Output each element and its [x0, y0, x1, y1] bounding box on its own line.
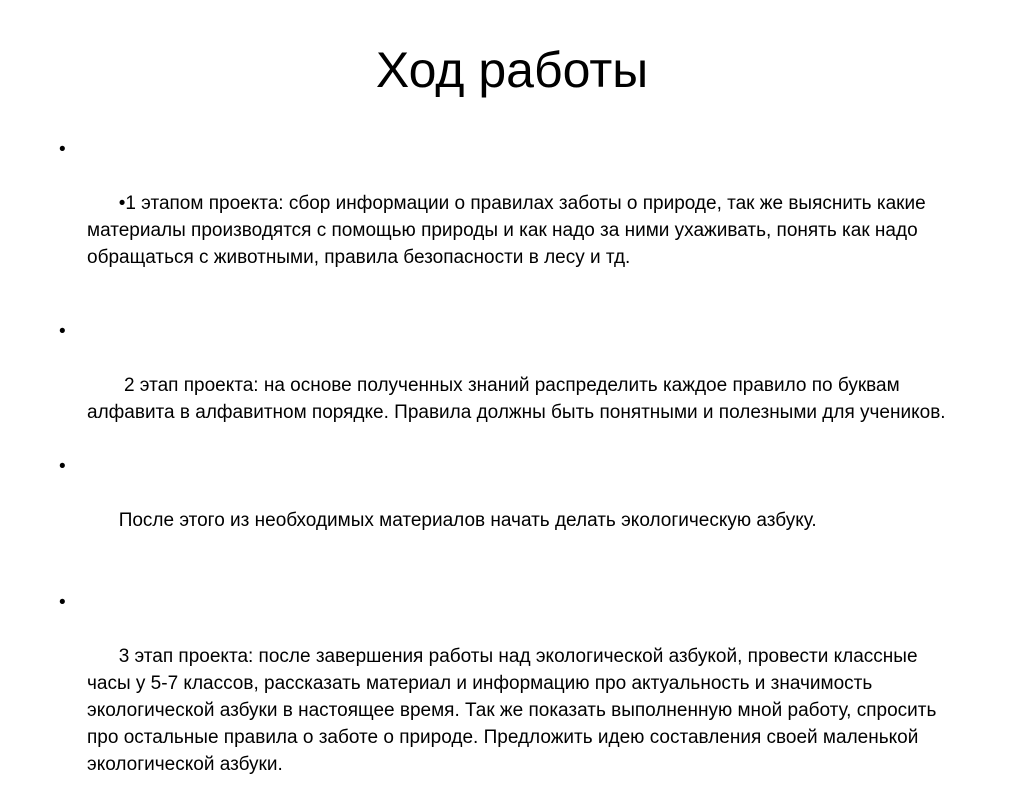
bullet-text-after: После этого из необходимых материалов начать делать экологическую азбуку.: [118, 510, 817, 531]
bullet-item-stage-2: [57, 318, 963, 453]
slide-body: [57, 136, 963, 805]
bullet-marker: •: [59, 592, 66, 613]
bullet-text-stage-2: 2 этап проекта: на основе полученных знаний распределить каждое правило по буквам алфавита в алфавитном порядке. Правила должны быть понятными и полезными для учеников.: [87, 375, 946, 423]
bullet-item-stage-3: [57, 589, 963, 805]
bullet-item-stage-1: [57, 136, 963, 298]
bullet-item-after: [57, 453, 963, 561]
bullet-marker: •: [59, 456, 66, 477]
bullet-text-stage-1: •1 этапом проекта: сбор информации о правилах заботы о природе, так же выяснить какие материалы производятся с помощью природы и как надо за ними ухаживать, понять как надо обращаться с животными, правила безопасности в лесу и тд.: [87, 193, 931, 268]
bullet-marker: •: [59, 139, 66, 160]
bullet-marker: •: [59, 321, 66, 342]
slide-title: Ход работы: [375, 42, 649, 98]
bullet-text-stage-3: 3 этап проекта: после завершения работы над экологической азбукой, провести классные часы у 5-7 классов, рассказать материал и информацию про актуальность и значимость экологической азбуки в настоящее время. Так же показать выполненную мной работу, спросить про остальные правила о заботе о природе. Предложить идею составления своей маленькой экологической азбуки.: [87, 646, 942, 775]
